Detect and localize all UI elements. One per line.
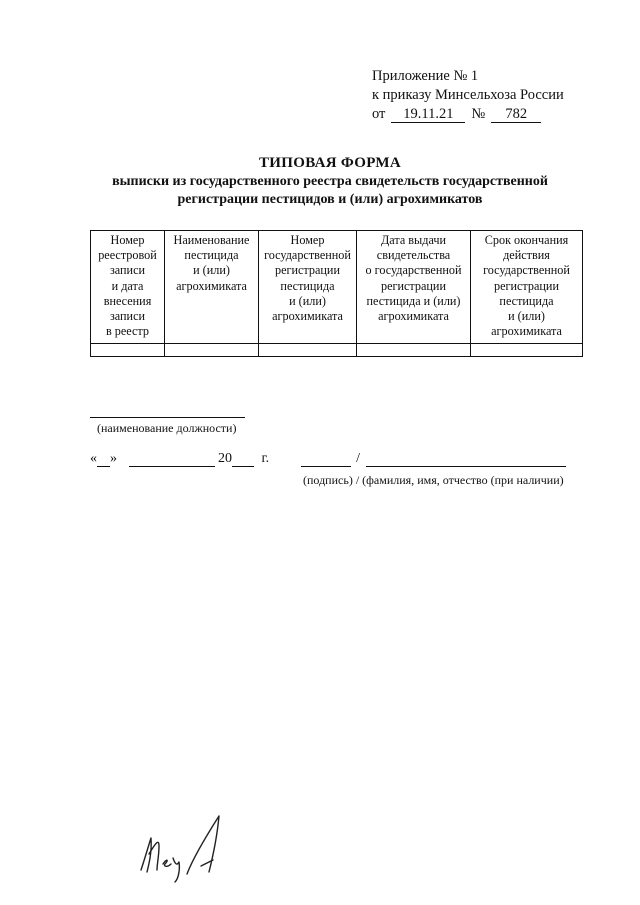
column-header-issue-date: [357, 231, 471, 344]
signature-date-row: [90, 451, 566, 467]
column-header-record-number: [91, 231, 165, 344]
full-name-blank: [366, 452, 566, 467]
table-cell: [91, 344, 165, 357]
column-header-line: пестицида и (или): [366, 293, 461, 308]
column-header-line: записи: [109, 263, 146, 278]
table-cell: [165, 344, 259, 357]
column-header-line: и (или): [508, 309, 545, 324]
column-header-line: действия: [503, 248, 550, 263]
column-header-line: государственной: [483, 263, 570, 278]
column-header-line: и (или): [289, 293, 326, 308]
column-header-line: агрохимиката: [272, 309, 343, 324]
column-header-line: пестицида: [499, 293, 554, 308]
column-header-line: пестицида: [184, 248, 239, 263]
signature-blank: [301, 452, 351, 467]
handwritten-signature: [135, 808, 245, 888]
form-title: ТИПОВАЯ ФОРМА: [259, 155, 401, 171]
column-header-line: агрохимиката: [176, 278, 247, 293]
table-cell: [357, 344, 471, 357]
column-header-line: Срок окончания: [484, 233, 569, 247]
column-header-line: регистрации: [275, 263, 340, 278]
appendix-header: [372, 67, 564, 124]
column-header-line: регистрации: [494, 278, 559, 293]
number-sign: №: [471, 106, 486, 122]
order-date: 19.11.21: [391, 107, 465, 123]
order-number: 782: [491, 107, 541, 123]
slash-separator: /: [356, 451, 361, 466]
position-blank-line: [90, 417, 245, 418]
year-prefix: 20: [218, 451, 232, 466]
table-header-row: [91, 231, 583, 344]
form-subtitle-line-2: регистрации пестицидов и (или) агрохимикатов: [177, 192, 483, 207]
position-caption: (наименование должности): [97, 421, 237, 435]
from-label: от: [372, 106, 386, 122]
quote-open: «: [90, 451, 97, 466]
column-header-name: [165, 231, 259, 344]
column-header-line: пестицида: [280, 278, 335, 293]
column-header-line: и (или): [193, 263, 230, 278]
signature-caption: (подпись) / (фамилия, имя, отчество (при наличии): [303, 473, 564, 487]
year-suffix: г.: [261, 451, 270, 466]
column-header-line: записи: [109, 309, 146, 324]
column-header-line: Наименование: [173, 233, 250, 247]
column-header-registration-number: [259, 231, 357, 344]
table-row: [91, 344, 583, 357]
quote-close: »: [110, 451, 117, 466]
appendix-title: Приложение № 1: [372, 68, 479, 84]
column-header-line: регистрации: [381, 278, 446, 293]
order-date-number: [372, 105, 564, 124]
order-reference: к приказу Минсельхоза России: [372, 87, 564, 103]
form-subtitle-line-1: выписки из государственного реестра свидетельств государственной: [112, 174, 548, 189]
column-header-line: реестровой: [98, 248, 157, 263]
table-cell: [471, 344, 583, 357]
column-header-line: государственной: [264, 248, 351, 263]
year-blank: [232, 452, 254, 467]
column-header-line: агрохимиката: [378, 309, 449, 324]
column-header-line: Номер: [290, 233, 325, 247]
column-header-line: в реестр: [106, 324, 149, 339]
day-blank: [97, 452, 110, 467]
column-header-line: Дата выдачи: [380, 233, 447, 247]
column-header-line: агрохимиката: [491, 324, 562, 339]
column-header-line: о государственной: [365, 263, 462, 278]
column-header-line: свидетельства: [376, 248, 451, 263]
column-header-line: внесения: [103, 293, 152, 308]
column-header-line: и дата: [111, 278, 144, 293]
registry-extract-table: [90, 230, 583, 357]
title-block: [60, 154, 600, 209]
table-cell: [259, 344, 357, 357]
column-header-expiry-date: [471, 231, 583, 344]
column-header-line: Номер: [110, 233, 145, 247]
month-blank: [129, 452, 215, 467]
